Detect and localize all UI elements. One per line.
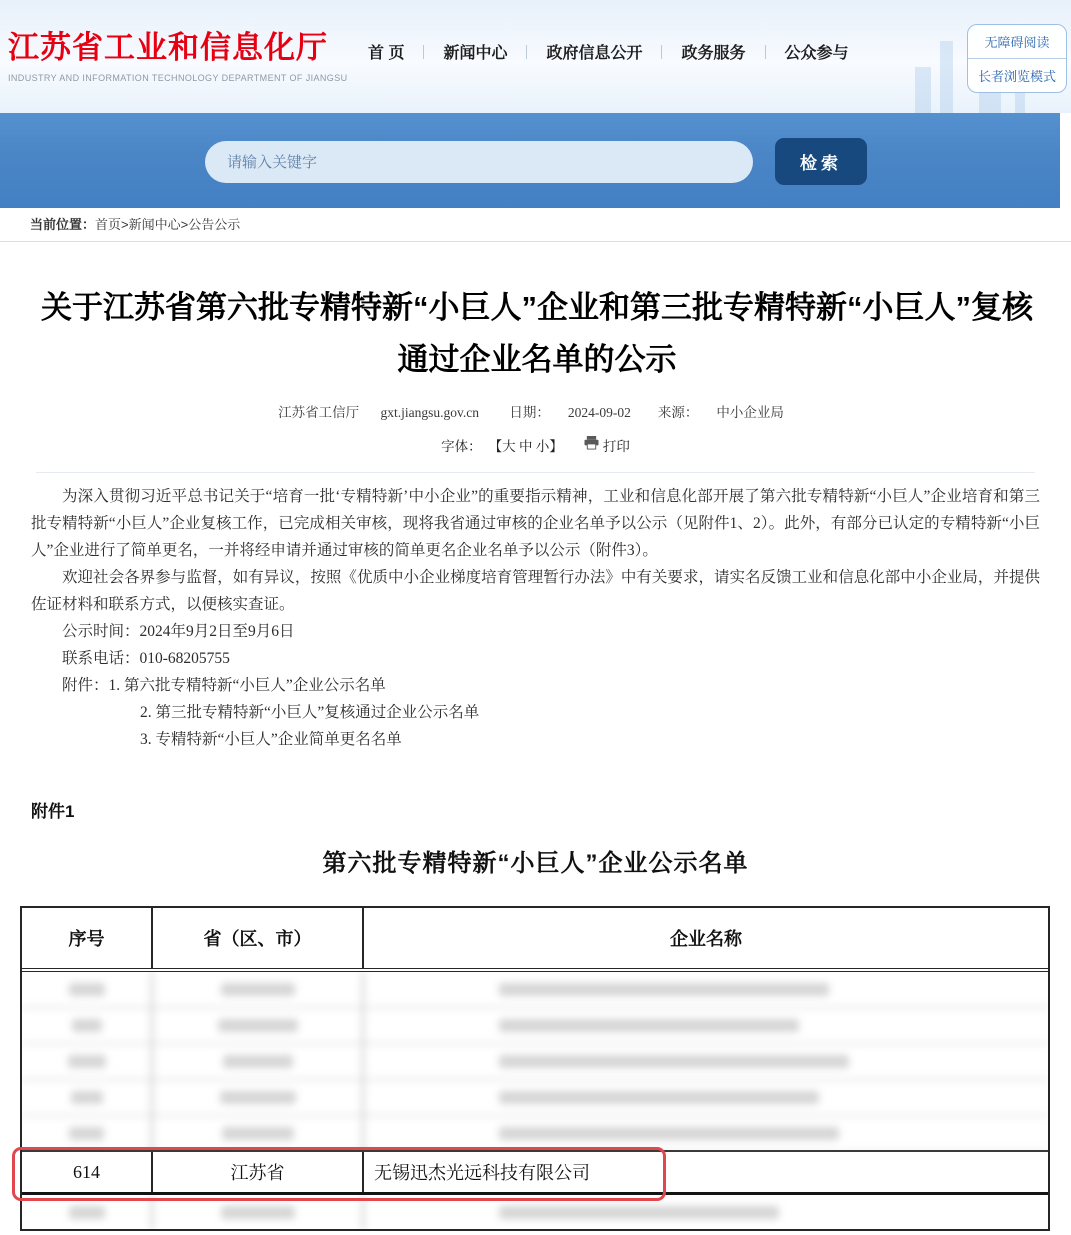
breadcrumb-path[interactable]: 首页>新闻中心>公告公示 [95,217,241,232]
nav-item-home[interactable]: 首 页 [368,45,405,62]
article [0,282,1071,1231]
site-logo-subtitle: INDUSTRY AND INFORMATION TECHNOLOGY DEPARTMENT OF JIANGSU [8,73,348,83]
highlighted-row [22,1152,1048,1195]
censored-row [22,1080,1048,1116]
censored-rows-tail [22,1195,1048,1229]
elder-mode-button[interactable]: 长者浏览模式 [977,69,1056,84]
attachment-item-1[interactable]: 1. 第六批专精特新“小巨人”企业公示名单 [108,677,386,694]
print-label: 打印 [602,439,630,454]
skyline-decoration [940,41,953,113]
nav-separator [765,45,766,59]
meta-divider [36,472,1035,473]
skyline-decoration [915,67,931,113]
info-line-publicity-period: 公示时间：2024年9月2日至9月6日 [62,623,295,640]
main-nav [368,40,849,63]
site-logo-title[interactable]: 江苏省工业和信息化厅 [8,30,328,65]
censored-row [22,1195,1048,1229]
table-header-row [22,908,1048,972]
breadcrumb [0,208,1071,242]
censored-row [22,1044,1048,1080]
nav-item-gov-services[interactable]: 政务服务 [681,45,746,62]
nav-separator [423,45,424,59]
article-meta [31,401,1040,421]
cell-province: 江苏省 [153,1152,364,1192]
censored-row [22,1008,1048,1044]
search-banner [0,113,1060,208]
printer-icon [584,436,599,454]
font-size-controls[interactable]: 【大 中 小】 [488,439,563,454]
attachments-label: 附件： [62,677,109,694]
header-cell-index: 序号 [22,908,153,968]
attachment-item-3[interactable]: 3. 专精特新“小巨人”企业简单更名名单 [140,731,402,748]
censored-rows [22,972,1048,1152]
nav-separator [661,45,662,59]
font-size-label: 字体： [441,439,482,454]
site-logo [8,22,348,83]
meta-date: 日期： 2024-09-02 [509,405,631,420]
annex-table-title: 第六批专精特新“小巨人”企业公示名单 [322,850,749,877]
meta-website: gxt.jiangsu.gov.cn [380,405,479,420]
header-cell-company: 企业名称 [670,929,742,949]
info-line-contact-phone: 联系电话：010-68205755 [62,650,230,667]
attachments-line [31,672,1040,699]
search-input[interactable] [205,141,753,183]
font-size-bar [31,435,1040,455]
announcement-table [20,906,1050,1231]
print-button[interactable] [584,435,630,455]
article-body [31,483,1040,753]
accessibility-reading-button[interactable]: 无障碍阅读 [968,25,1066,59]
censored-row [22,1116,1048,1152]
nav-separator [526,45,527,59]
meta-department: 江苏省工信厅 [278,405,360,420]
search-button[interactable]: 检索 [775,138,867,185]
attachment-item-2[interactable]: 2. 第三批专精特新“小巨人”复核通过企业公示名单 [140,704,480,721]
cell-company: 无锡迅杰光远科技有限公司 [374,1163,590,1183]
meta-source: 来源： 中小企业局 [657,405,784,420]
breadcrumb-label: 当前位置： [30,217,96,232]
nav-item-public-participation[interactable]: 公众参与 [784,45,849,62]
nav-item-news-center[interactable]: 新闻中心 [443,45,508,62]
article-title: 关于江苏省第六批专精特新“小巨人”企业和第三批专精特新“小巨人”复核通过企业名单的公示 [41,290,1033,377]
cell-index: 614 [22,1152,153,1192]
top-bar [0,0,1071,113]
paragraph: 为深入贯彻习近平总书记关于“培育一批‘专精特新’中小企业”的重要指示精神，工业和信息化部开展了第六批专精特新“小巨人”企业培育和第三批专精特新“小巨人”企业复核工作，已完成相关审核，现将我省通过审核的企业名单予以公示（见附件1、2）。此外，有部分已认定的专精特新“小巨人”企业进行了简单更名，一并将经申请并通过审核的简单更名企业名单予以公示（附件3）。 [31,488,1040,559]
censored-row [22,972,1048,1008]
paragraph: 欢迎社会各界参与监督，如有异议，按照《优质中小企业梯度培育管理暂行办法》中有关要求，请实名反馈工业和信息化部中小企业局，并提供佐证材料和联系方式，以便核实查证。 [31,569,1040,613]
header-cell-province: 省（区、市） [153,908,364,968]
nav-item-gov-info[interactable]: 政府信息公开 [546,45,643,62]
annex-label: 附件1 [31,802,75,821]
accessibility-widget [967,24,1067,93]
